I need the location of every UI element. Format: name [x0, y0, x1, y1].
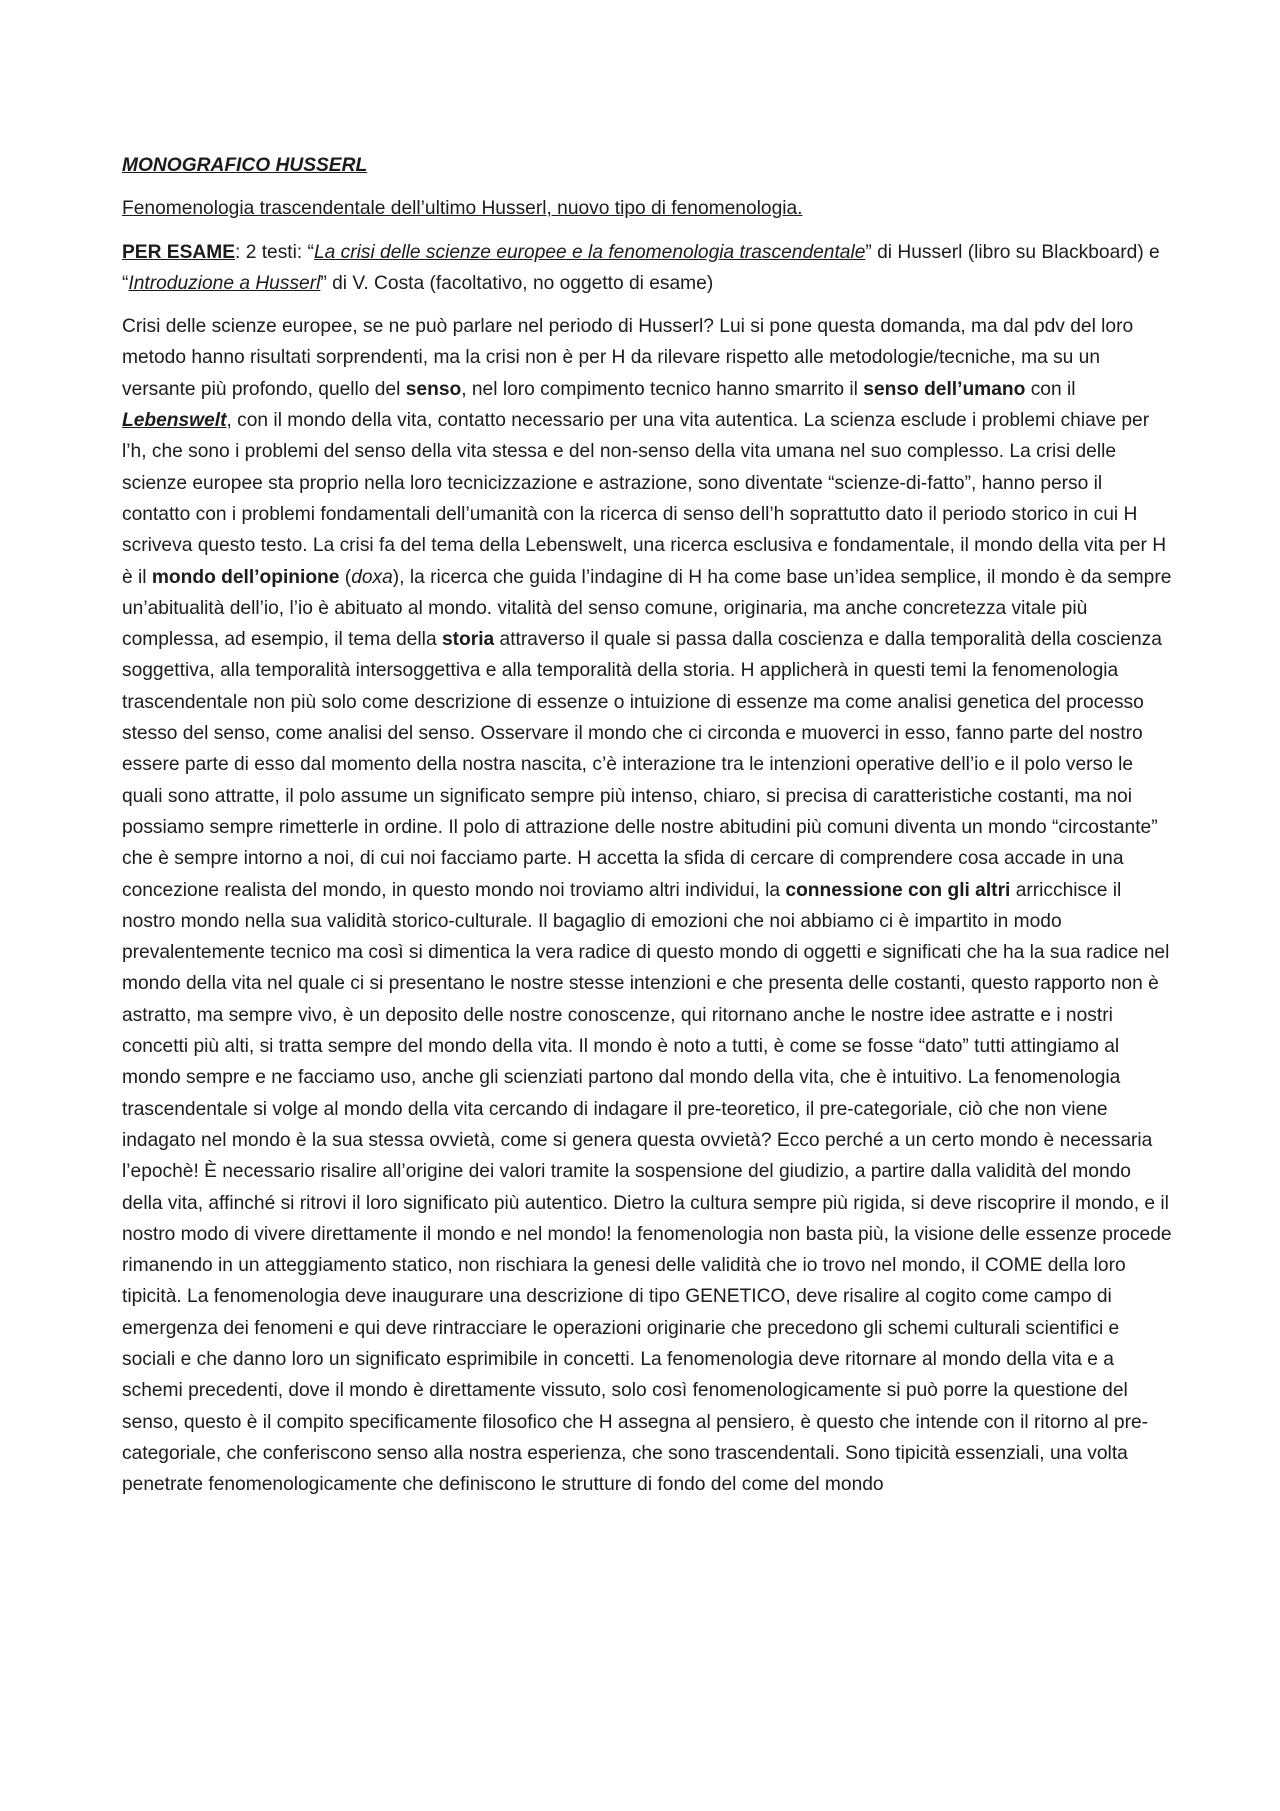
body-bold-connessione: connessione con gli altri — [785, 879, 1011, 901]
body-bold-mondo-opinione: mondo dell’opinione — [151, 566, 340, 588]
exam-text-2: ” di Husserl (libro su Blackboard) e “ — [122, 241, 1160, 294]
body-text-5: ( — [339, 566, 352, 588]
exam-label: PER ESAME — [122, 241, 236, 263]
exam-text-3: ” di V. Costa (facoltativo, no oggetto di esame) — [320, 272, 714, 294]
body-text-7: attraverso il quale si passa dalla coscienza e dalla temporalità della coscienza soggettiva, alla temporalità intersoggettiva e alla temporalità della storia. H applicherà in questi temi la fenomenologia trascendentale non più solo come descrizione di essenze o intuizione di essenze ma come analisi genetica del processo stesso del senso, come analisi del senso. Osservare il mondo che ci circonda e muoverci in esso, fanno parte del nostro essere parte di esso dal momento della nostra nascita, c’è interazione tra le intenzioni operative dell’io e il polo verso le quali sono attratte, il polo assume un significato sempre più intenso, chiaro, si precisa di caratteristiche costanti, ma noi possiamo sempre rimetterle in ordine. Il polo di attrazione delle nostre abitudini più comuni diventa un mondo “circostante” che è sempre intorno a noi, di cui noi facciamo parte. H accetta la sfida di cercare di comprendere cosa accade in una concezione realista del mondo, in questo mondo noi troviamo altri individui, la — [122, 629, 1162, 901]
body-text-1: Crisi delle scienze europee, se ne può parlare nel periodo di Husserl? Lui si pone questa domanda, ma dal pdv del loro metodo hanno risultati sorprendenti, ma la crisi non è per H da rilevare rispetto alle metodologie/tecniche, ma su un versante più profondo, quello del — [122, 316, 1134, 400]
exam-text-1: : 2 testi: “ — [235, 241, 314, 263]
body-text-6: ), la ricerca che guida l’indagine di H ha come base un’idea semplice, il mondo è da sempre un’abitualità dell’io, l’io è abituato al mondo. vitalità del senso comune, originaria, ma anche concretezza vitale più complessa, ad esempio, il tema della — [122, 566, 1172, 651]
exam-book-1: La crisi delle scienze europee e la fenomenologia trascendentale — [313, 241, 866, 263]
exam-paragraph — [122, 237, 1172, 300]
body-text-2: , nel loro compimento tecnico hanno smarrito il — [461, 378, 864, 400]
body-bold-senso-umano: senso dell’umano — [863, 378, 1026, 400]
document-subtitle: Fenomenologia trascendentale dell’ultimo Husserl, nuovo tipo di fenomenologia. — [122, 198, 803, 220]
body-italic-doxa: doxa — [351, 566, 393, 588]
document-title: MONOGRAFICO HUSSERL — [122, 155, 368, 176]
body-bold-lebenswelt: Lebenswelt — [122, 410, 227, 432]
body-text-8: arricchisce il nostro mondo nella sua validità storico-culturale. Il bagaglio di emozioni che noi abbiamo ci è impartito in modo prevalentemente tecnico ma così si dimentica la vera radice di questo mondo di oggetti e significati che ha la sua radice nel mondo della vita nel quale ci si presentano le nostre stesse intenzioni e che presenta delle costanti, questo rapporto non è astratto, ma sempre vivo, è un deposito delle nostre conoscenze, qui ritornano anche le nostre idee astratte e i nostri concetti più alti, si tratta sempre del mondo della vita. Il mondo è noto a tutti, è come se fosse “dato” tutti attingiamo al mondo sempre e ne facciamo uso, anche gli scienziati partono dal mondo della vita, che è intuitivo. La fenomenologia trascendentale si volge al mondo della vita cercando di indagare il pre-teoretico, il pre-categoriale, ciò che non viene indagato nel mondo è la sua stessa ovvietà, come si genera questa ovvietà? Ecco perché a un certo mondo è necessaria l’epochè! È necessario risalire all’origine dei valori tramite la sospensione del giudizio, a partire dalla validità del mondo della vita, affinché si ritrovi il loro significato più autentico. Dietro la cultura sempre più rigida, si deve riscoprire il mondo, e il nostro modo di vivere direttamente il mondo e nel mondo! la fenomenologia non basta più, la visione delle essenze procede rimanendo in un atteggiamento statico, non rischiara la genesi delle validità che io trovo nel mondo, il COME della loro tipicità. La fenomenologia deve inaugurare una descrizione di tipo GENETICO, deve risalire al cogito come campo di emergenza dei fenomeni e qui deve rintracciare le operazioni originarie che precedono gli schemi culturali scientifici e sociali e che danno loro un significato esprimibile in concetti. La fenomenologia deve ritornare al mondo della vita e a schemi precedenti, dove il mondo è direttamente vissuto, solo così fenomenologicamente si può porre la questione del senso, questo è il compito specificamente filosofico che H assegna al pensiero, è questo che intende con il ritorno al pre-categoriale, che conferiscono senso alla nostra esperienza, che sono trascendentali. Sono tipicità essenziali, una volta penetrate fenomenologicamente che definiscono le strutture di fondo del come del mondo — [122, 879, 1172, 1496]
body-text-3: con il — [1025, 378, 1076, 400]
body-paragraph — [122, 311, 1172, 1500]
exam-book-2: Introduzione a Husserl — [128, 272, 321, 294]
body-bold-storia: storia — [441, 629, 495, 651]
document-page — [122, 150, 1172, 1500]
body-text-4: , con il mondo della vita, contatto necessario per una vita autentica. La scienza esclude i problemi chiave per l’h, che sono i problemi del senso della vita stessa e del non-senso della vita umana nel suo complesso. La crisi delle scienze europee sta proprio nella loro tecnicizzazione e astrazione, sono diventate “scienze-di-fatto”, hanno perso il contatto con i problemi fondamentali dell’umanità con la ricerca di senso dell’h soprattutto dato il periodo storico in cui H scriveva questo testo. La crisi fa del tema della Lebenswelt, una ricerca esclusiva e fondamentale, il mondo della vita per H è il — [122, 410, 1167, 588]
body-bold-senso: senso — [405, 378, 462, 400]
